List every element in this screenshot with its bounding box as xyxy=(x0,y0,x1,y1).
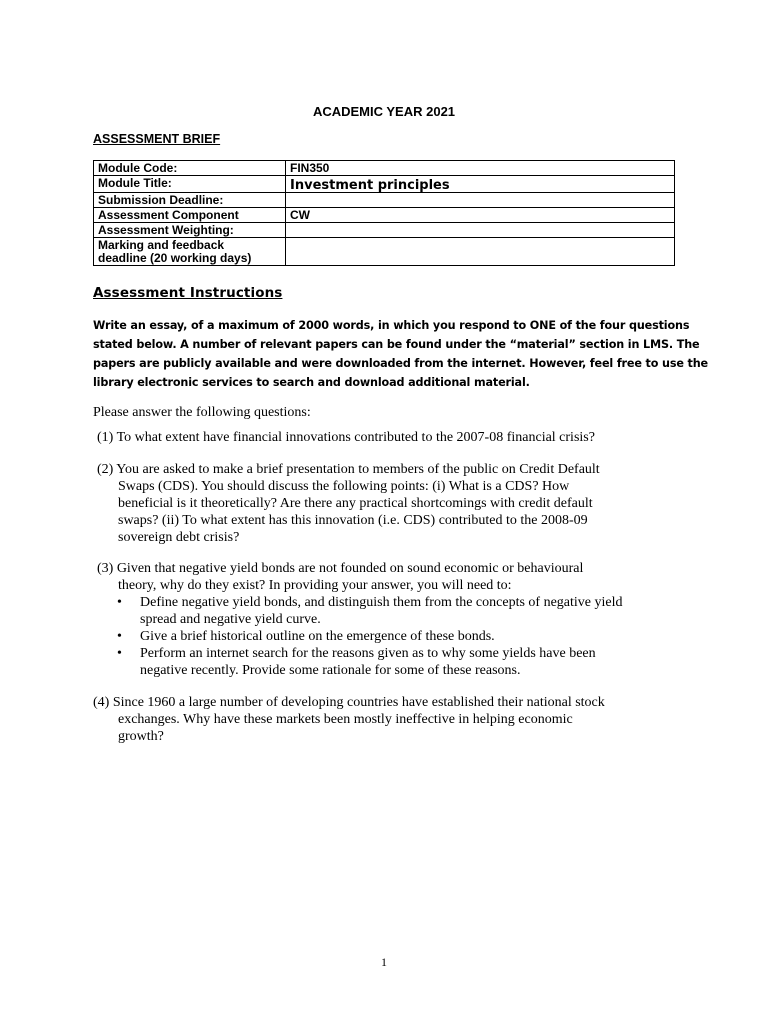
marking-deadline-label xyxy=(94,238,286,266)
assessment-instructions-heading: Assessment Instructions xyxy=(93,285,283,301)
bullet-text: spread and negative yield curve. xyxy=(140,612,321,627)
question-3 xyxy=(97,560,677,679)
module-code-value: FIN350 xyxy=(286,161,675,176)
marking-deadline-label-line2: deadline (20 working days) xyxy=(98,251,252,265)
bullet-text: Give a brief historical outline on the emergence of these bonds. xyxy=(140,629,495,644)
assessment-weighting-value xyxy=(286,223,675,238)
assessment-component-value: CW xyxy=(286,208,675,223)
module-title-label: Module Title: xyxy=(94,176,286,193)
bullet-text: Perform an internet search for the reasons given as to why some yields have been xyxy=(140,646,596,661)
assessment-component-label: Assessment Component xyxy=(94,208,286,223)
module-title-value: Investment principles xyxy=(286,176,675,193)
instructions-line: library electronic services to search and download additional material. xyxy=(93,376,530,389)
question-2-line: sovereign debt crisis? xyxy=(118,530,240,545)
table-row xyxy=(94,176,675,193)
question-2 xyxy=(97,461,657,546)
instructions-line: stated below. A number of relevant papers can be found under the “material” section in LMS. The xyxy=(93,338,700,351)
marking-deadline-value xyxy=(286,238,675,266)
bullet-icon: • xyxy=(117,595,122,610)
question-2-line: Swaps (CDS). You should discuss the following points: (i) What is a CDS? How xyxy=(118,479,570,494)
submission-deadline-label: Submission Deadline: xyxy=(94,193,286,208)
table-row xyxy=(94,193,675,208)
module-info-table xyxy=(93,160,675,266)
list-item xyxy=(97,628,677,645)
table-row xyxy=(94,223,675,238)
instructions-line: papers are publicly available and were downloaded from the internet. However, feel free to use the xyxy=(93,357,708,370)
questions-prompt: Please answer the following questions: xyxy=(93,405,311,420)
question-2-line: beneficial is it theoretically? Are there any practical shortcomings with credit default xyxy=(118,496,593,511)
assessment-weighting-label: Assessment Weighting: xyxy=(94,223,286,238)
bullet-text: Define negative yield bonds, and distinguish them from the concepts of negative yield xyxy=(140,595,623,610)
submission-deadline-value xyxy=(286,193,675,208)
bullet-icon: • xyxy=(117,629,122,644)
list-item xyxy=(97,594,677,628)
academic-year-title: ACADEMIC YEAR 2021 xyxy=(312,104,456,119)
bullet-icon: • xyxy=(117,646,122,661)
table-row xyxy=(94,161,675,176)
list-item xyxy=(97,645,677,679)
question-4-line: (4) Since 1960 a large number of developing countries have established their national stock xyxy=(93,695,605,710)
marking-deadline-label-line1: Marking and feedback xyxy=(98,238,225,252)
page-number: 1 xyxy=(381,955,387,969)
instructions-line: Write an essay, of a maximum of 2000 words, in which you respond to ONE of the four questions xyxy=(93,319,690,332)
bullet-text: negative recently. Provide some rationale for some of these reasons. xyxy=(140,663,521,678)
question-4-line: exchanges. Why have these markets been mostly ineffective in helping economic xyxy=(118,712,573,727)
question-2-line: swaps? (ii) To what extent has this innovation (i.e. CDS) contributed to the 2008-09 xyxy=(118,513,588,528)
instructions-paragraph xyxy=(93,316,708,392)
question-3-line: theory, why do they exist? In providing your answer, you will need to: xyxy=(118,578,512,593)
assessment-brief-heading: ASSESSMENT BRIEF xyxy=(93,132,221,146)
question-3-bullet-list xyxy=(97,594,677,679)
question-1: (1) To what extent have financial innovations contributed to the 2007-08 financial crisis? xyxy=(97,430,595,445)
question-3-line: (3) Given that negative yield bonds are not founded on sound economic or behavioural xyxy=(97,561,584,576)
table-row xyxy=(94,238,675,266)
question-2-line: (2) You are asked to make a brief presentation to members of the public on Credit Default xyxy=(97,462,600,477)
table-row xyxy=(94,208,675,223)
question-4-line: growth? xyxy=(118,729,164,744)
module-code-label: Module Code: xyxy=(94,161,286,176)
question-4 xyxy=(93,694,673,745)
